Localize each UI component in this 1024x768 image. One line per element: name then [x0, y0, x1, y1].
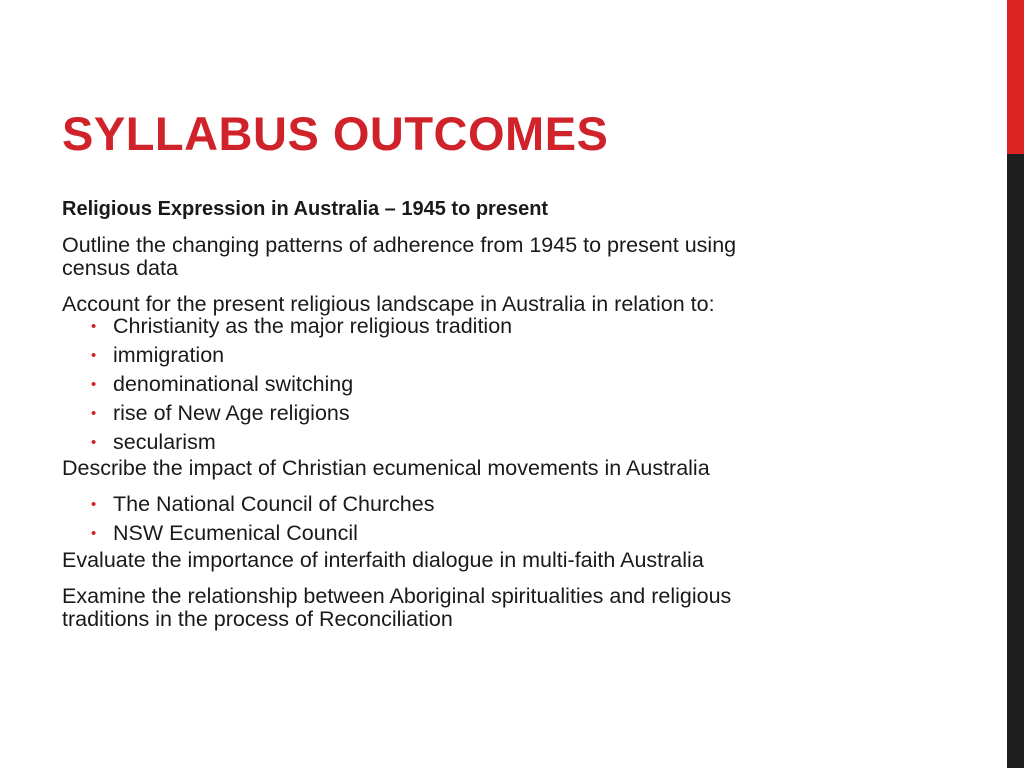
section-heading: Religious Expression in Australia – 1945 to present: [62, 198, 549, 220]
slide-title: SYLLABUS OUTCOMES: [62, 107, 609, 160]
outcome-interfaith: Evaluate the importance of interfaith dialogue in multi-faith Australia: [62, 548, 704, 572]
list-item-label: denominational switching: [113, 372, 354, 396]
outcome-ecumenical: Describe the impact of Christian ecumenical movements in Australia: [62, 456, 710, 480]
list-item-label: immigration: [113, 343, 225, 367]
bullet-icon: •: [91, 525, 97, 542]
bullet-icon: •: [91, 496, 97, 513]
bullet-icon: •: [91, 376, 97, 393]
slide-body: [62, 198, 842, 644]
outcome-adherence-line-1: Outline the changing patterns of adherence from 1945 to present using: [62, 233, 737, 257]
outcome-landscape: Account for the present religious landscape in Australia in relation to:: [62, 292, 715, 316]
bullet-icon: •: [91, 405, 97, 422]
outcome-adherence: [62, 234, 842, 280]
bullet-icon: •: [91, 347, 97, 364]
list-item-label: The National Council of Churches: [113, 492, 435, 516]
list-item: [91, 401, 842, 425]
list-item: [91, 372, 842, 396]
list-item: [91, 521, 842, 545]
list-item-label: rise of New Age religions: [113, 401, 350, 425]
list-item-label: Christianity as the major religious tradition: [113, 314, 513, 338]
outcome-adherence-line-2: census data: [62, 256, 178, 280]
right-edge-accent: [1007, 0, 1024, 154]
bullet-icon: •: [91, 434, 97, 451]
list-item-label: secularism: [113, 430, 216, 454]
list-item: [91, 430, 842, 454]
outcome-reconciliation-line-1: Examine the relationship between Aboriginal spiritualities and religious: [62, 584, 732, 608]
bullet-icon: •: [91, 318, 97, 335]
ecumenical-list: [62, 493, 842, 545]
outcome-reconciliation: [62, 585, 842, 631]
outcome-reconciliation-line-2: traditions in the process of Reconciliation: [62, 607, 453, 631]
list-item: [91, 314, 842, 338]
landscape-list: [62, 315, 842, 454]
list-item: [91, 343, 842, 367]
list-item-label: NSW Ecumenical Council: [113, 521, 358, 545]
list-item: [91, 492, 842, 516]
